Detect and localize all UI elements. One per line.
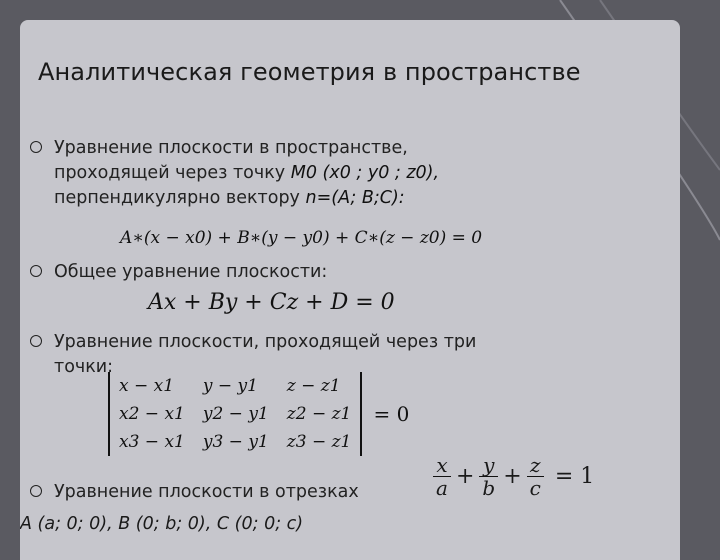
bullet-line: перпендикулярно вектору [54, 188, 306, 208]
determinant-cell: y2 − y1 [202, 404, 269, 424]
bullet-point-intercept-form [30, 480, 359, 505]
plus-sign: + [503, 464, 522, 489]
formula-point-normal: A∗(x − x0) + B∗(y − y0) + C∗(z − z0) = 0 [120, 228, 483, 248]
fraction-denominator: c [529, 476, 541, 500]
determinant-cell: z2 − z1 [286, 404, 352, 424]
intercept-points: A (a; 0; 0), B (0; b; 0), C (0; 0; c) [20, 514, 304, 534]
bullet-point-plane-through-point [30, 136, 439, 211]
determinant-cell: y − y1 [202, 376, 258, 396]
bullet-circle-icon [30, 485, 42, 497]
determinant-equals: = 0 [373, 402, 410, 426]
bullet-line: Уравнение плоскости, проходящей через три [54, 332, 477, 352]
determinant-cell: x − x1 [119, 376, 175, 396]
fraction-y-over-b [479, 454, 498, 499]
determinant-cell: x2 − x1 [119, 404, 185, 424]
bullet-circle-icon [30, 335, 42, 347]
bullet-line: проходящей через точку [54, 163, 291, 183]
bullet-line: точки: [54, 357, 114, 377]
bullet-text: Уравнение плоскости в отрезках [54, 482, 359, 502]
bullet-text [54, 136, 439, 211]
bullet-circle-icon [30, 265, 42, 277]
fraction-numerator: z [527, 454, 544, 477]
normal-vector: n=(A; B;C): [305, 188, 405, 208]
bullet-line: Уравнение плоскости в пространстве, [54, 138, 408, 158]
fraction-numerator: x [433, 454, 451, 477]
point-m0: M0 (x0 ; y0 ; z0), [290, 163, 440, 183]
plus-sign: + [455, 464, 475, 489]
slide-title: Аналитическая геометрия в пространстве [38, 58, 581, 86]
fraction-z-over-c [527, 454, 544, 499]
formula-intercept-form [430, 454, 596, 499]
determinant-cell: y3 − y1 [202, 432, 269, 452]
determinant-equation [108, 372, 409, 456]
determinant-cell: z3 − z1 [286, 432, 352, 452]
fraction-x-over-a [433, 454, 451, 499]
determinant [108, 372, 362, 456]
fraction-denominator: a [436, 476, 448, 500]
equals-one: = 1 [554, 464, 595, 489]
fraction-denominator: b [482, 476, 496, 500]
formula-general-equation: Ax + By + Cz + D = 0 [148, 290, 395, 315]
determinant-cell: x3 − x1 [119, 432, 185, 452]
fraction-numerator: y [479, 454, 498, 477]
bullet-point-general-equation [30, 260, 327, 285]
determinant-cell: z − z1 [286, 376, 341, 396]
bullet-circle-icon [30, 141, 42, 153]
bullet-text: Общее уравнение плоскости: [54, 262, 328, 282]
slide [20, 20, 680, 560]
